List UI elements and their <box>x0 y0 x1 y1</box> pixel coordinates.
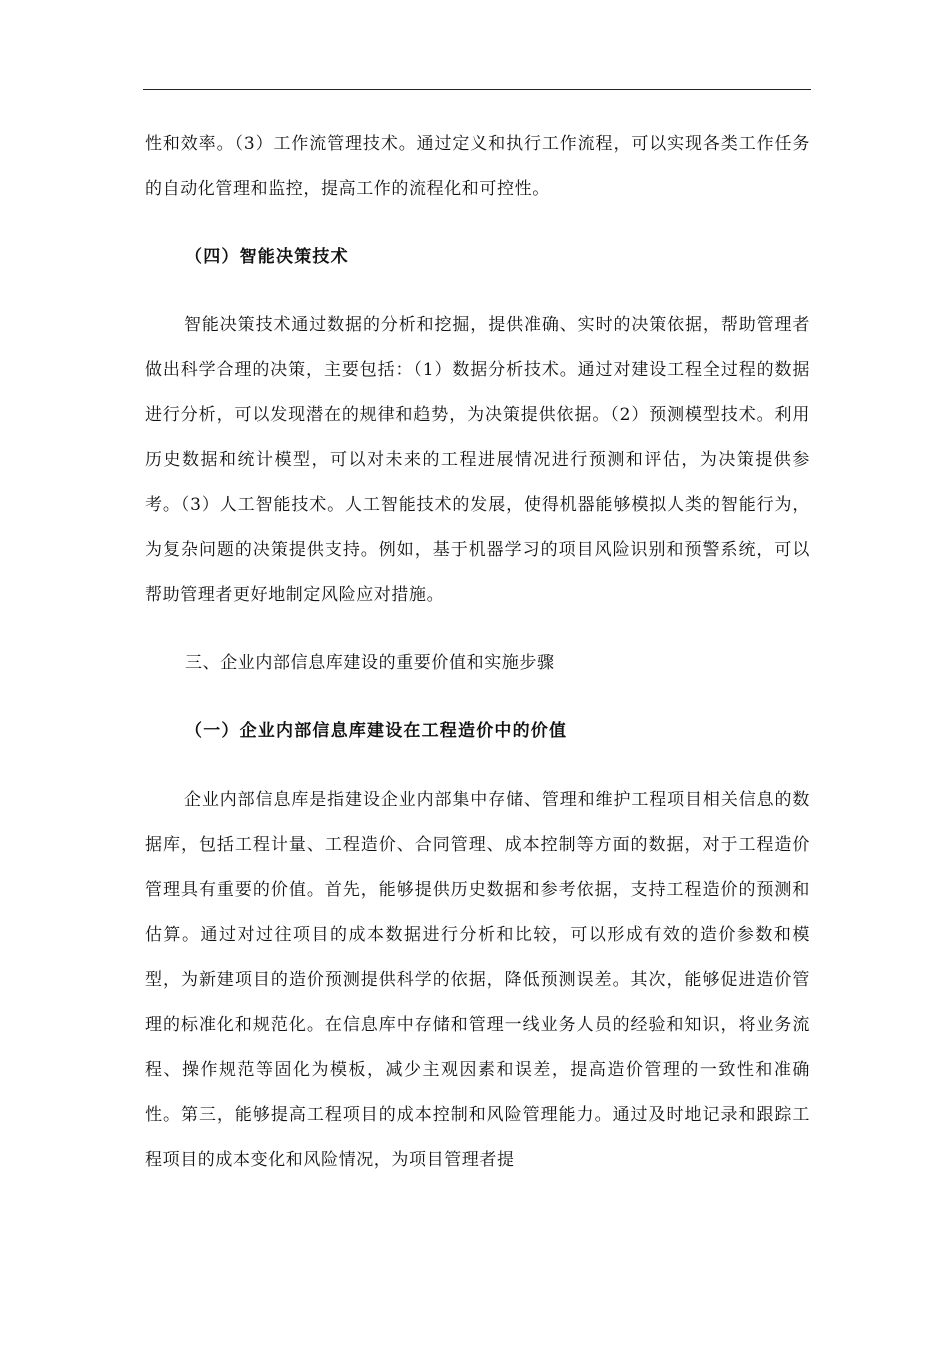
heading-information-library-value: （一）企业内部信息库建设在工程造价中的价值 <box>185 721 568 741</box>
paragraph-workflow-continuation: 性和效率。（3）工作流管理技术。通过定义和执行工作流程，可以实现各类工作任务的自动化管理和监控，提高工作的流程化和可控性。 <box>145 134 810 199</box>
spacer <box>145 212 810 235</box>
spacer <box>145 754 810 778</box>
heading-section-three: 三、企业内部信息库建设的重要价值和实施步骤 <box>185 653 555 673</box>
heading-intelligent-decision: （四）智能决策技术 <box>185 247 349 267</box>
spacer <box>145 280 810 303</box>
spacer <box>145 686 810 709</box>
header-rule <box>143 89 811 90</box>
paragraph-information-library: 企业内部信息库是指建设企业内部集中存储、管理和维护工程项目相关信息的数据库，包括工程计量、工程造价、合同管理、成本控制等方面的数据，对于工程造价管理具有重要的价值。首先，能够提供历史数据和参考依据，支持工程造价的预测和估算。通过对过往项目的成本数据进行分析和比较，可以形成有效的造价参数和模型，为新建项目的造价预测提供科学的依据，降低预测误差。其次，能够促进造价管理的标准化和规范化。在信息库中存储和管理一线业务人员的经验和知识，将业务流程、操作规范等固化为模板，减少主观因素和误差，提高造价管理的一致性和准确性。第三，能够提高工程项目的成本控制和风险管理能力。通过及时地记录和跟踪工程项目的成本变化和风险情况，为项目管理者提 <box>145 790 810 1170</box>
document-body <box>145 122 810 1183</box>
spacer <box>145 618 810 641</box>
paragraph-intelligent-decision: 智能决策技术通过数据的分析和挖掘，提供准确、实时的决策依据，帮助管理者做出科学合理的决策，主要包括：（1）数据分析技术。通过对建设工程全过程的数据进行分析，可以发现潜在的规律和趋势，为决策提供依据。（2）预测模型技术。利用历史数据和统计模型，可以对未来的工程进展情况进行预测和评估，为决策提供参考。（3）人工智能技术。人工智能技术的发展，使得机器能够模拟人类的智能行为，为复杂问题的决策提供支持。例如，基于机器学习的项目风险识别和预警系统，可以帮助管理者更好地制定风险应对措施。 <box>145 315 810 605</box>
